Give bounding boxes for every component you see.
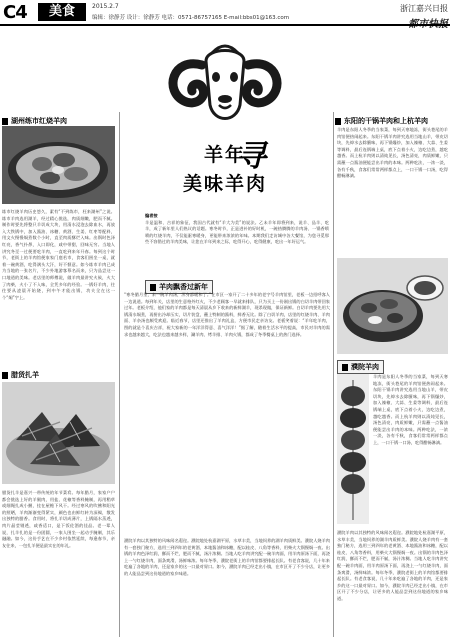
- yanghu-skewer-photo: [337, 374, 369, 524]
- paper-name: 浙江嘉兴日报: [400, 4, 448, 13]
- editor-note-label: 编者按: [145, 213, 158, 218]
- zongzi-article-title: 腊货扎羊: [2, 370, 39, 380]
- honglu-article-body: “寒冬腊月里，来一碗羊肉汤，浑身都暖和了。”在市区一家开了二十多年的老字号羊肉馆里，老板一边招呼客人一边说道。每到年关，店里的生意格外红火，不少老顾客一早就来排队，只为买上一份刚出锅的白切羊肉带回家过年。老板介绍，他们家的羊肉都是每天清晨从乡下收来的新鲜湖羊，现杀现做，保证新鲜。白切羊肉要先用大锅清水焖煮，再捞出冷却压实，切片装盘，蘸上特制的酱料，鲜香无比。除了白切羊肉，店里的红烧羊肉、羊肉面、羊杂汤也颇受欢迎。临近春节，店里还推出了羊肉礼盒，方便市民走亲访友。老板笑着说：“羊年吃羊肉，图的就是个喜庆吉祥，祝大家新的一年洋洋得意、喜气洋洋！”据了解，随着生活水平的提高，市民对羊肉的需求也越来越大，吃法也越来越多样，涮羊肉、烤羊排、羊肉火锅，都成了冬季餐桌上的热门选择。: [124, 292, 330, 337]
- hero-title-line1: 羊年: [203, 144, 246, 166]
- editor-note: [145, 213, 329, 273]
- lamb-skewer-illustration: [337, 374, 369, 524]
- hubei-article-body: 练市红烧羊肉历史悠久，素有“不到练市，枉来湖州”之说。练市羊肉选用湖羊，经过精心挑选，肉质细嫩，肥而不腻。制作时要先将整只羊切成大块，用清水浸泡去除血水，再放入大铁锅中，加入酱油、冰糖、黄酒、生姜、红枣等配料，用文火慢慢焖煮数个小时，直至肉质酥烂入味。出锅时色泽红亮，香气扑鼻，入口即化，咸中带甜，回味无穷。当地人讲究冬至一过便要吃羊肉，一直吃到来年开春。每到这个时节，老街上的羊肉馆便家家门庭若市，食客们围坐一桌，就着一碗黄酒，吃得满头大汗，好不惬意。如今练市羊肉已成为当地的一张名片，不少外地游客慕名而来，只为品尝这一口地道的美味。老店里的师傅说，做羊肉最讲究火候，火大了肉柴，火小了不入味，全凭多年的经验。一锅好羊肉，往往要从凌晨开始烧，到中午才能出锅，功夫全在这一个“焖”字上。: [2, 209, 115, 300]
- title-marker-icon: [335, 118, 341, 125]
- dongyang-article-title: 东阳的干锅羊肉和上杭羊肉: [335, 116, 428, 126]
- masthead: [0, 0, 450, 26]
- issue-date: 2015.2.7: [92, 3, 119, 10]
- title-marker-icon: [2, 372, 8, 379]
- page-number: C4: [3, 2, 27, 23]
- zongzi-article-body: 腊货扎羊是嘉兴一带传统的年节菜肴。每年腊月，家家户户都会挑选上好的羊腿肉，用盐、花椒等香料腌制，再用稻草或细绳扎成小捆，挂在屋檐下风干。经过寒风的吹拂和阳光的照晒，羊肉渐渐变得紧实，颜色也由鲜红转为深褐，散发出独特的腊香。食用时，将扎羊切成薄片，上锅隔水蒸透，肉片晶莹剔透，咸香适口，是下饭佐酒的佳品。老一辈人说，扎羊扎的是一份团圆，一家人围坐一起动手腌制，其乐融融。如今，这份手艺在不少乡村依然延续，每逢春节，亲友往来，一包扎羊便是最实在的年礼。: [2, 490, 115, 548]
- dongyang-pot-photo: [337, 258, 448, 354]
- yanghu-article-title: 濮院羊肉: [337, 360, 384, 374]
- honglu-article-title: 羊肉飘香过新年: [145, 280, 213, 294]
- dry-pot-lamb-illustration: [337, 258, 448, 354]
- title-marker-icon: [342, 364, 348, 371]
- hero-title-char: 寻: [236, 139, 266, 174]
- braised-lamb-illustration: [2, 126, 115, 204]
- yanghu-side-text: 羊肉是东阳人冬季的当家菜，每到天寒地冻，街头巷尾的羊肉馆便热闹起来。东阳干锅羊肉讲究选用当地山羊，带皮切块，先焯水去除膻味，再下锅爆炒，加入辣椒、大蒜、生姜等调料，最后连锅端上桌，底下点着小火，边吃边煮，越吃越香。而上杭羊肉则以清炖见长，汤色清亮，肉质鲜嫩，只需蘸一点酱油便能尝出羊肉的本味。两种吃法，一浓一淡，各有千秋，食客们常常两样都点上，一口干锅一口汤，吃得酣畅淋漓。: [373, 374, 448, 445]
- hero-title: [125, 140, 325, 196]
- hero-ram-illustration: [150, 27, 300, 142]
- yanghu-continued-text: 濮院羊肉以其独特的风味闻名遐迩。濮院地处杭嘉湖平原，水草丰美，当地饲养的湖羊肉质鲜美。濮院人烧羊肉有一套独门秘方，选用三到四年的老黄酒、本地酱油和冰糖，配以桂皮、八角等香料，用柴火大锅慢焖一夜。出锅的羊肉色泽红润，酥而不烂，肥而不腻，汤汁浓稠。当地人吃羊肉讲究配一碗羊肉面，用羊肉原汤下面，再浇上一勺红烧羊肉，面条爽滑，汤鲜味浓。每年冬季，濮院老街上的羊肉馆都要排起长队。有老食客说，几十年来吃遍了各地的羊肉，还是家乡的这一口最对胃口。如今，濮院羊肉已经走出小镇，在市区开了不少分店，让更多的人能品尝到这份地道的家乡味道。: [337, 530, 448, 601]
- masthead-rule: [0, 24, 450, 26]
- dongyang-article-body: 羊肉是东阳人冬季的当家菜，每到天寒地冻，街头巷尾的羊肉馆便热闹起来。东阳干锅羊肉讲究选用当地山羊，带皮切块，先焯水去除膻味，再下锅爆炒，加入辣椒、大蒜、生姜等调料，最后连锅端上桌，底下点着小火，边吃边煮，越吃越香。而上杭羊肉则以清炖见长，汤色清亮，肉质鲜嫩，只需蘸一点酱油便能尝出羊肉的本味。两种吃法，一浓一淡，各有千秋，食客们常常两样都点上，一口干锅一口汤，吃得酣畅淋漓。: [337, 127, 448, 179]
- title-marker-icon: [150, 284, 156, 291]
- wrapped-lamb-illustration: [2, 382, 115, 484]
- yanghu-article-body: 濮院羊肉以其独特的风味闻名遐迩。濮院地处杭嘉湖平原，水草丰美，当地饲养的湖羊肉质鲜美。濮院人烧羊肉有一套独门秘方，选用三到四年的老黄酒、本地酱油和冰糖，配以桂皮、八角等香料，用柴火大锅慢焖一夜。出锅的羊肉色泽红润，酥而不烂，肥而不腻，汤汁浓稠。当地人吃羊肉讲究配一碗羊肉面，用羊肉原汤下面，再浇上一勺红烧羊肉，面条爽滑，汤鲜味浓。每年冬季，濮院老街上的羊肉馆都要排起长队。有老食客说，几十年来吃遍了各地的羊肉，还是家乡的这一口最对胃口。如今，濮院羊肉已经走出小镇，在市区开了不少分店，让更多的人能品尝到这份地道的家乡味道。: [124, 538, 330, 576]
- ram-head-icon: [150, 27, 300, 142]
- title-marker-icon: [2, 118, 8, 125]
- hero-title-line2: 美味羊肉: [182, 173, 267, 195]
- hubei-lamb-photo: [2, 126, 115, 204]
- column-rule-right: [333, 112, 334, 637]
- paper-brand: [360, 15, 448, 30]
- column-rule-left: [119, 112, 120, 637]
- staff-line: 编辑：徐静芳 设计：徐静芳 电话：0571-86757165 E-mail:bbs01@163.com: [92, 15, 290, 21]
- hubei-article-title: 湖州练市红烧羊肉: [2, 116, 67, 126]
- section-name: 美食: [38, 3, 86, 21]
- zongzi-photo: [2, 382, 115, 484]
- editor-note-body: 羊是温和、吉祥的象征，我国古代就有“羊大为美”的说法。乙未羊年即将到来，说羊、品羊、吃羊，成了新年里人们热议的话题。寒冬时节，正是进补的好时机，一碗热腾腾的羊肉汤、一锅香喷喷的红烧羊肉，不仅能驱寒暖身，更能带来浓浓的年味。本期我们走访城中各大餐馆，为您寻觅那些不容错过的羊肉美味，让您在羊年到来之际，吃得开心，吃得健康，吃出一年好运气。: [145, 219, 329, 245]
